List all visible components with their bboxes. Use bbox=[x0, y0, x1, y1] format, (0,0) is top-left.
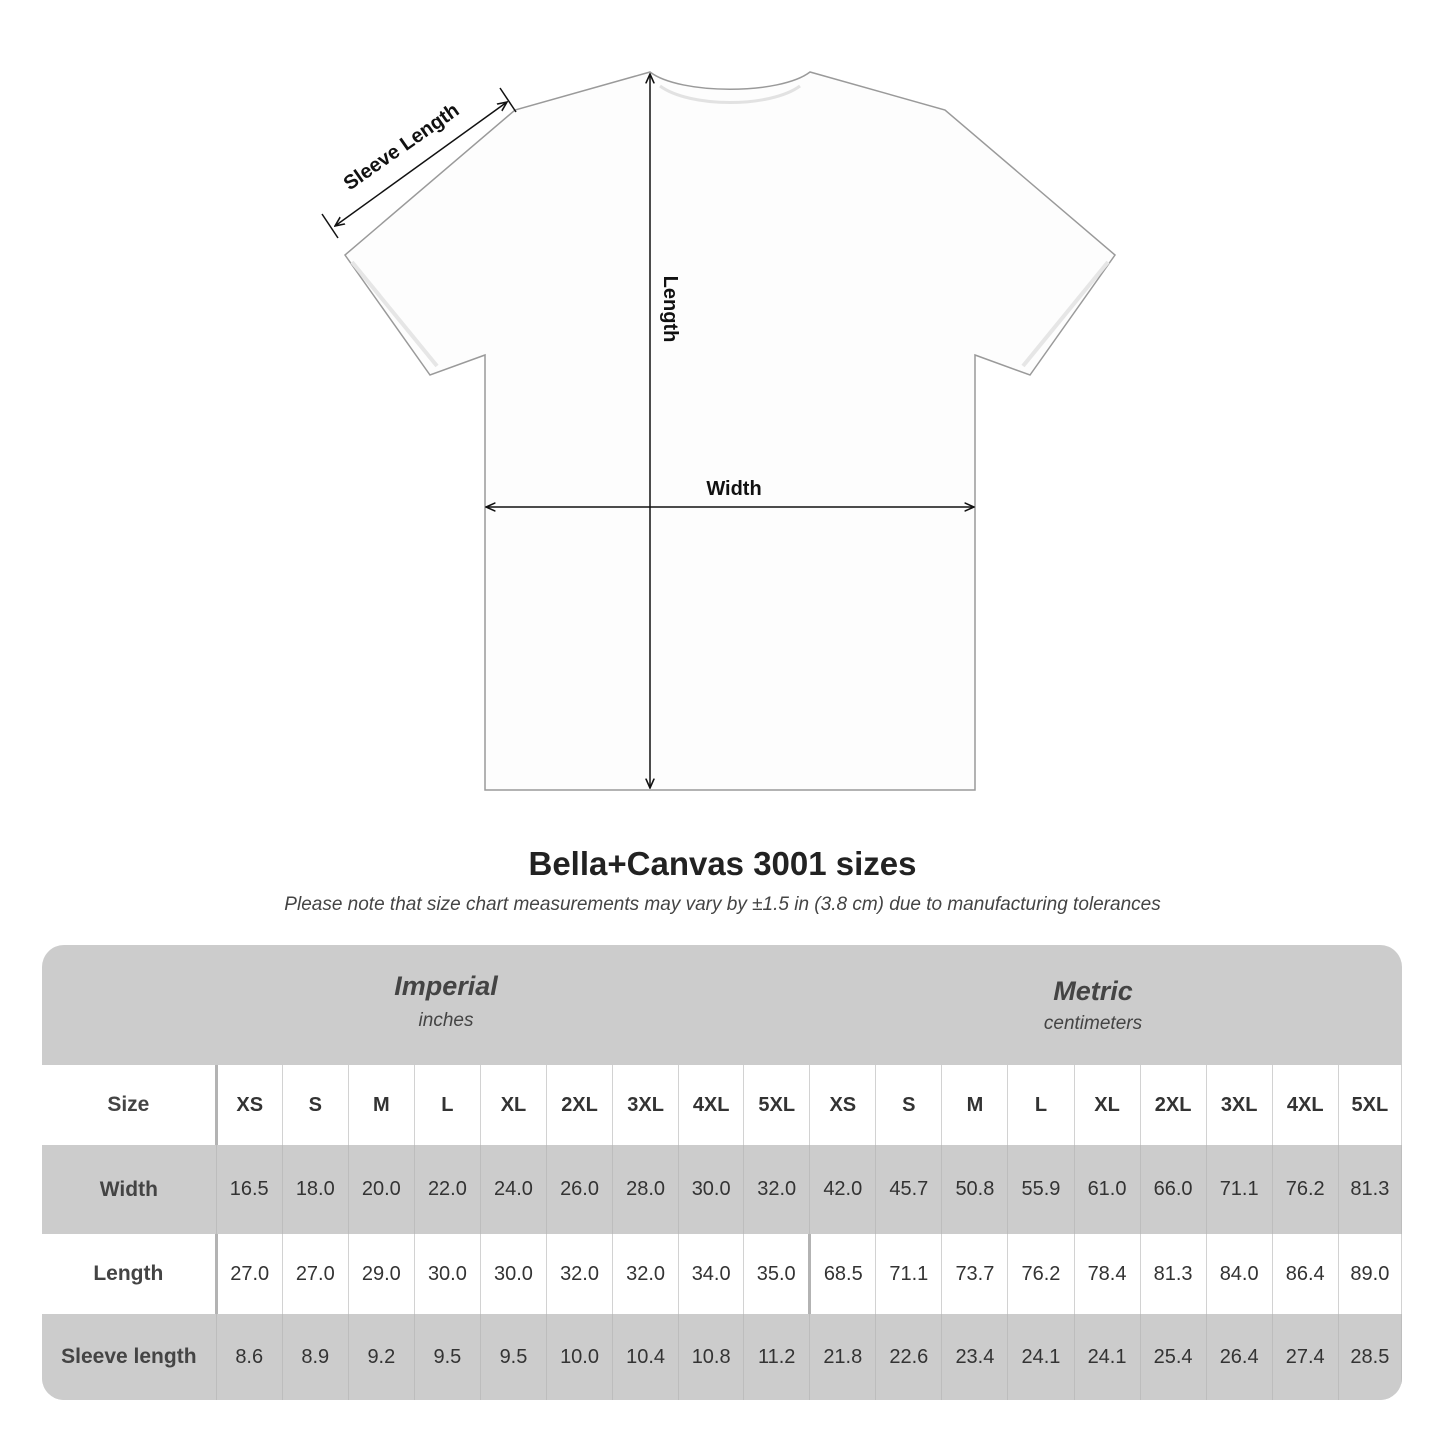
imperial-value-cell: 30.0 bbox=[679, 1145, 744, 1234]
tolerance-note: Please note that size chart measurements may vary by ±1.5 in (3.8 cm) due to manufacturing tolerances bbox=[284, 894, 1161, 915]
metric-value-cell: 78.4 bbox=[1074, 1234, 1140, 1314]
imperial-value-cell: 10.8 bbox=[679, 1314, 744, 1400]
imperial-value-cell: 27.0 bbox=[216, 1234, 282, 1314]
metric-size-header: 3XL bbox=[1206, 1065, 1272, 1145]
imperial-size-header: 2XL bbox=[547, 1065, 613, 1145]
metric-value-cell: 21.8 bbox=[810, 1314, 876, 1400]
metric-size-header: L bbox=[1008, 1065, 1074, 1145]
imperial-size-header: 4XL bbox=[679, 1065, 744, 1145]
metric-value-cell: 24.1 bbox=[1074, 1314, 1140, 1400]
metric-value-cell: 23.4 bbox=[942, 1314, 1008, 1400]
metric-value-cell: 71.1 bbox=[876, 1234, 942, 1314]
length-label: Length bbox=[659, 275, 681, 343]
metric-header bbox=[809, 945, 1377, 1065]
imperial-value-cell: 32.0 bbox=[613, 1234, 679, 1314]
metric-value-cell: 68.5 bbox=[810, 1234, 876, 1314]
metric-value-cell: 50.8 bbox=[942, 1145, 1008, 1234]
imperial-value-cell: 30.0 bbox=[480, 1234, 546, 1314]
metric-size-header: XS bbox=[810, 1065, 876, 1145]
imperial-size-header: L bbox=[414, 1065, 480, 1145]
tshirt-shape bbox=[345, 72, 1115, 790]
imperial-value-cell: 26.0 bbox=[547, 1145, 613, 1234]
sleeve-length-label: Sleeve Length bbox=[339, 99, 464, 195]
imperial-value-cell: 8.6 bbox=[216, 1314, 282, 1400]
imperial-value-cell: 24.0 bbox=[480, 1145, 546, 1234]
size-table bbox=[42, 1065, 1402, 1400]
metric-value-cell: 76.2 bbox=[1272, 1145, 1338, 1234]
metric-value-cell: 84.0 bbox=[1206, 1234, 1272, 1314]
imperial-value-cell: 9.5 bbox=[480, 1314, 546, 1400]
metric-value-cell: 81.3 bbox=[1338, 1145, 1401, 1234]
imperial-value-cell: 16.5 bbox=[216, 1145, 282, 1234]
imperial-value-cell: 20.0 bbox=[348, 1145, 414, 1234]
imperial-value-cell: 9.5 bbox=[414, 1314, 480, 1400]
metric-size-header: 2XL bbox=[1140, 1065, 1206, 1145]
metric-value-cell: 71.1 bbox=[1206, 1145, 1272, 1234]
metric-unit: centimeters bbox=[1043, 1013, 1143, 1034]
metric-value-cell: 28.5 bbox=[1338, 1314, 1401, 1400]
imperial-value-cell: 11.2 bbox=[744, 1314, 810, 1400]
metric-value-cell: 26.4 bbox=[1206, 1314, 1272, 1400]
table-row bbox=[42, 1234, 1402, 1314]
metric-value-cell: 86.4 bbox=[1272, 1234, 1338, 1314]
metric-value-cell: 81.3 bbox=[1140, 1234, 1206, 1314]
imperial-title: Imperial bbox=[394, 971, 498, 1001]
metric-size-header: S bbox=[876, 1065, 942, 1145]
imperial-value-cell: 18.0 bbox=[282, 1145, 348, 1234]
imperial-unit: inches bbox=[418, 1010, 474, 1031]
metric-value-cell: 61.0 bbox=[1074, 1145, 1140, 1234]
imperial-value-cell: 32.0 bbox=[547, 1234, 613, 1314]
metric-size-header: M bbox=[942, 1065, 1008, 1145]
imperial-value-cell: 22.0 bbox=[414, 1145, 480, 1234]
imperial-value-cell: 30.0 bbox=[414, 1234, 480, 1314]
imperial-value-cell: 32.0 bbox=[744, 1145, 810, 1234]
imperial-value-cell: 29.0 bbox=[348, 1234, 414, 1314]
imperial-value-cell: 35.0 bbox=[744, 1234, 810, 1314]
table-row bbox=[42, 1145, 1402, 1234]
imperial-value-cell: 27.0 bbox=[282, 1234, 348, 1314]
imperial-value-cell: 10.4 bbox=[613, 1314, 679, 1400]
imperial-header bbox=[216, 945, 676, 1065]
metric-size-header: 4XL bbox=[1272, 1065, 1338, 1145]
imperial-value-cell: 9.2 bbox=[348, 1314, 414, 1400]
metric-size-header: 5XL bbox=[1338, 1065, 1401, 1145]
metric-value-cell: 42.0 bbox=[810, 1145, 876, 1234]
imperial-size-header: 5XL bbox=[744, 1065, 810, 1145]
size-row-label: Size bbox=[42, 1065, 216, 1145]
metric-value-cell: 55.9 bbox=[1008, 1145, 1074, 1234]
size-chart-table bbox=[42, 945, 1402, 1400]
metric-value-cell: 89.0 bbox=[1338, 1234, 1401, 1314]
metric-value-cell: 22.6 bbox=[876, 1314, 942, 1400]
table-row bbox=[42, 1065, 1402, 1145]
measurement-label: Width bbox=[42, 1145, 216, 1234]
measurement-label: Length bbox=[42, 1234, 216, 1314]
measurement-label: Sleeve length bbox=[42, 1314, 216, 1400]
table-row bbox=[42, 1314, 1402, 1400]
imperial-size-header: 3XL bbox=[613, 1065, 679, 1145]
metric-title: Metric bbox=[1053, 976, 1133, 1006]
metric-value-cell: 24.1 bbox=[1008, 1314, 1074, 1400]
metric-value-cell: 45.7 bbox=[876, 1145, 942, 1234]
metric-value-cell: 27.4 bbox=[1272, 1314, 1338, 1400]
sleeve-length-tick-end bbox=[500, 88, 516, 112]
imperial-size-header: XL bbox=[480, 1065, 546, 1145]
metric-value-cell: 73.7 bbox=[942, 1234, 1008, 1314]
imperial-size-header: XS bbox=[216, 1065, 282, 1145]
imperial-size-header: S bbox=[282, 1065, 348, 1145]
imperial-value-cell: 10.0 bbox=[547, 1314, 613, 1400]
metric-value-cell: 25.4 bbox=[1140, 1314, 1206, 1400]
metric-size-header: XL bbox=[1074, 1065, 1140, 1145]
page-title: Bella+Canvas 3001 sizes bbox=[528, 845, 917, 882]
imperial-value-cell: 8.9 bbox=[282, 1314, 348, 1400]
width-label: Width bbox=[706, 478, 762, 500]
metric-value-cell: 76.2 bbox=[1008, 1234, 1074, 1314]
imperial-size-header: M bbox=[348, 1065, 414, 1145]
metric-value-cell: 66.0 bbox=[1140, 1145, 1206, 1234]
imperial-value-cell: 34.0 bbox=[679, 1234, 744, 1314]
imperial-value-cell: 28.0 bbox=[613, 1145, 679, 1234]
